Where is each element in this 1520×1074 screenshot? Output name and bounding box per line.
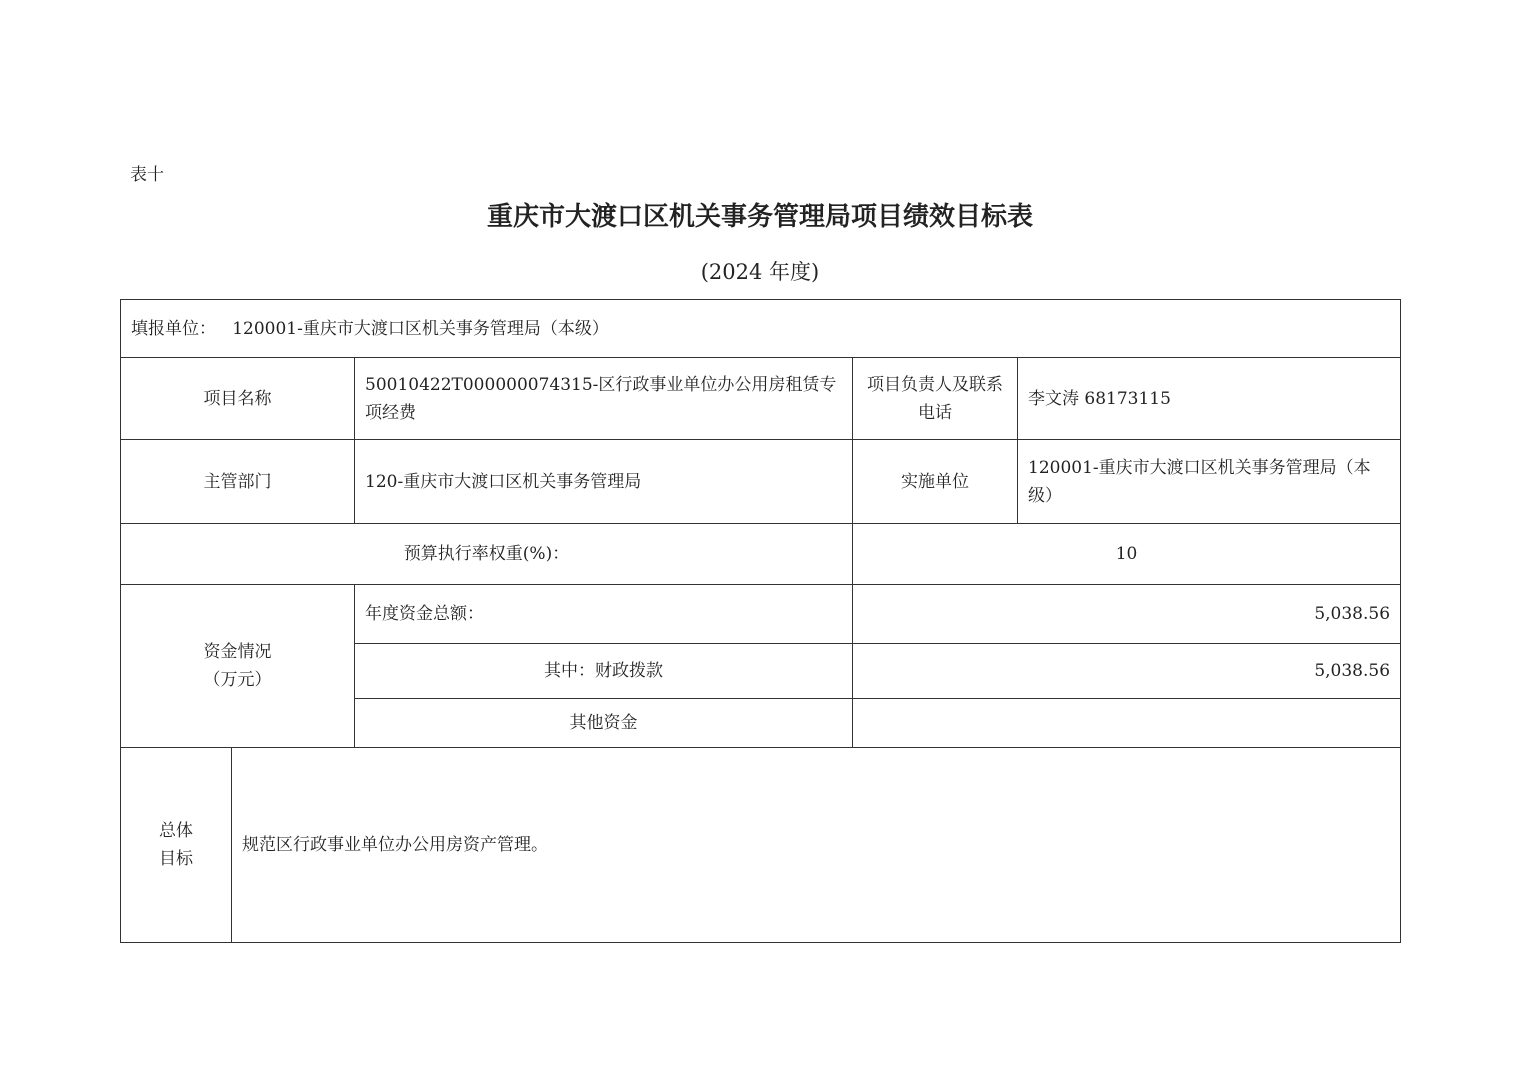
project-leader-value: 李文涛 68173115: [1018, 358, 1401, 440]
annual-total-label: 年度资金总额：: [355, 585, 853, 644]
department-label: 主管部门: [121, 440, 355, 524]
funds-label: [121, 585, 355, 748]
funds-label-line2: （万元）: [203, 670, 272, 690]
department-row: [121, 440, 1401, 524]
project-name-label: 项目名称: [121, 358, 355, 440]
reporting-unit-cell: [121, 300, 1401, 358]
department-value: 120-重庆市大渡口区机关事务管理局: [355, 440, 853, 524]
reporting-unit-row: [121, 300, 1401, 358]
fiscal-value: 5,038.56: [853, 644, 1401, 699]
reporting-unit-label: 填报单位：: [131, 318, 216, 339]
project-name-row: [121, 358, 1401, 440]
other-funds-value: [853, 699, 1401, 748]
overall-goal-label-line2: 目标: [159, 849, 193, 869]
fiscal-label: 其中：财政拨款: [355, 644, 853, 699]
performance-target-table: [120, 299, 1401, 943]
funds-label-line1: 资金情况: [203, 642, 272, 662]
implementing-unit-value: 120001-重庆市大渡口区机关事务管理局（本级）: [1018, 440, 1401, 524]
project-leader-label: 项目负责人及联系电话: [853, 358, 1018, 440]
project-name-value: 50010422T000000074315-区行政事业单位办公用房租赁专项经费: [355, 358, 853, 440]
overall-goal-label: [121, 748, 232, 943]
implementing-unit-label: 实施单位: [853, 440, 1018, 524]
budget-weight-row: [121, 524, 1401, 585]
budget-weight-value: 10: [853, 524, 1401, 585]
overall-goal-row: [121, 748, 1401, 943]
overall-goal-label-line1: 总体: [159, 821, 193, 841]
other-funds-label: 其他资金: [355, 699, 853, 748]
page-title: 重庆市大渡口区机关事务管理局项目绩效目标表: [486, 202, 1033, 232]
annual-total-row: [121, 585, 1401, 644]
annual-total-value: 5,038.56: [853, 585, 1401, 644]
table-label: 表十: [130, 165, 164, 185]
year-subtitle: (2024 年度): [700, 260, 820, 284]
overall-goal-value: 规范区行政事业单位办公用房资产管理。: [232, 748, 1401, 943]
reporting-unit-value: 120001-重庆市大渡口区机关事务管理局（本级）: [232, 318, 609, 339]
budget-weight-label: 预算执行率权重(%)：: [121, 524, 853, 585]
